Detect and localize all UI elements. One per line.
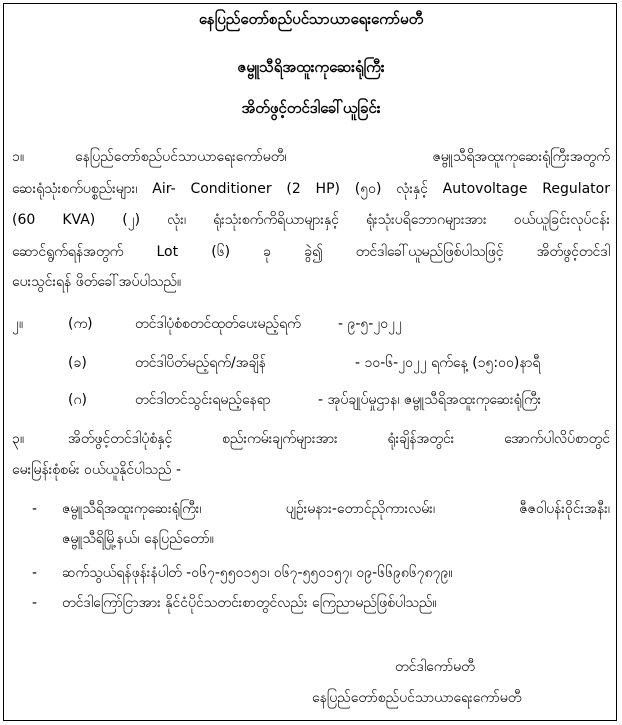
para3-line2: မေးမြန်းစုံစမ်း ဝယ်ယူနိုင်ပါသည် -	[12, 462, 182, 478]
signature-committee: တင်ဒါကော်မတီ	[395, 659, 475, 675]
para2-item-title: တင်ဒါပုံစံစတင်ထုတ်ပေးမည့်ရက်	[135, 316, 301, 332]
para1-line4: ဆောင်ရွက်ရန်အတွက် Lot (၆) ခု ခွဲ၍ တင်ဒါခေါ်ယူမည်ဖြစ်ပါသဖြင့် အိတ်ဖွင့်တင်ဒါ	[12, 244, 610, 260]
para2-item-value: - ၉-၅-၂၀၂၂	[338, 316, 402, 332]
bullet-text-line: ဇမ္ဗူသီရိမြို့နယ်၊ နေပြည်တော်။	[62, 531, 214, 547]
para3-number: ၃။	[12, 431, 25, 447]
bullet-marker: -	[32, 595, 38, 611]
header-org: နေပြည်တော်စည်ပင်သာယာရေးကော်မတီ	[198, 10, 424, 28]
para2-item-value: - အုပ်ချုပ်မှုဌာန၊ ဇမ္ဗူသီရိအထူးကုဆေးရုံကြီး	[318, 392, 542, 408]
para2-item-title: တင်ဒါတင်သွင်းရမည့်နေရာ	[135, 392, 271, 408]
para1-line3: (60 KVA) (၂) လုံး၊ ရုံးသုံးစက်ကိရိယာများနှင့် ရုံးသုံးပရိဘောဂများအား ဝယ်ယူခြင်းလုပ်ငန်း	[12, 212, 610, 228]
bullet-marker: -	[32, 565, 38, 581]
bullet-text-line: တင်ဒါကြော်ငြာအား နိုင်ငံပိုင်သတင်းစာတွင်လည်း ကြေညာမည်ဖြစ်ပါသည်။	[62, 595, 437, 611]
header-title: အိတ်ဖွင့်တင်ဒါခေါ်ယူခြင်း	[241, 99, 381, 117]
para1-line2: ဆေးရုံသုံးစက်ပစ္စည်းများ၊ Air- Conditioner (2 HP) (၅၀) လုံးနှင့် Autovoltage Regulator	[12, 181, 610, 197]
para2-item-label: (ဂ)	[68, 392, 87, 408]
para2-item-title: တင်ဒါပိတ်မည့်ရက်/အချိန်	[135, 355, 266, 371]
para2-item-value: - ၁၀-၆-၂၀၂၂ ရက်နေ့ (၁၅:၀၀)နာရီ	[355, 355, 541, 371]
para2-item-label: (က)	[68, 316, 93, 332]
bullet-text-line: ဆက်သွယ်ရန်ဖုန်းနံပါတ် -၀၆၇-၅၅၀၁၅၁၊ ၀၆၇-၅၅၀၁၅၇၊ ၀၉-၆၆၉၈၆၇၈၇၉။	[62, 565, 453, 581]
para2-number: ၂။	[12, 316, 24, 332]
bullet-marker: -	[32, 501, 38, 517]
para1-number: ၁။	[12, 149, 25, 165]
bullet-text-line: ဇမ္ဗူသီရိအထူးကုဆေးရုံကြီး၊ ပျဉ်းမနား-တောင်ညိုကားလမ်း၊ ဇီဇဝါပန်းဝိုင်းအနီး၊	[62, 501, 610, 517]
para3-line1: အိတ်ဖွင့်တင်ဒါပုံစံနှင့် စည်းကမ်းချက်များအား ရုံးချိန်အတွင်း အောက်ပါလိပ်စာတွင်	[68, 431, 610, 447]
para2-item-label: (ခ)	[68, 355, 87, 371]
para1-line1: နေပြည်တော်စည်ပင်သာယာရေးကော်မတီ၊ ဇမ္ဗူသီရိအထူးကုဆေးရုံကြီးအတွက်	[75, 149, 610, 165]
para1-line5: ပေးသွင်းရန် ဖိတ်ခေါ်အပ်ပါသည်။	[12, 274, 182, 290]
header-hospital: ဇမ္ဗူသီရိအထူးကုဆေးရုံကြီး	[237, 58, 385, 76]
signature-org: နေပြည်တော်စည်ပင်သာယာရေးကော်မတီ	[312, 690, 522, 706]
